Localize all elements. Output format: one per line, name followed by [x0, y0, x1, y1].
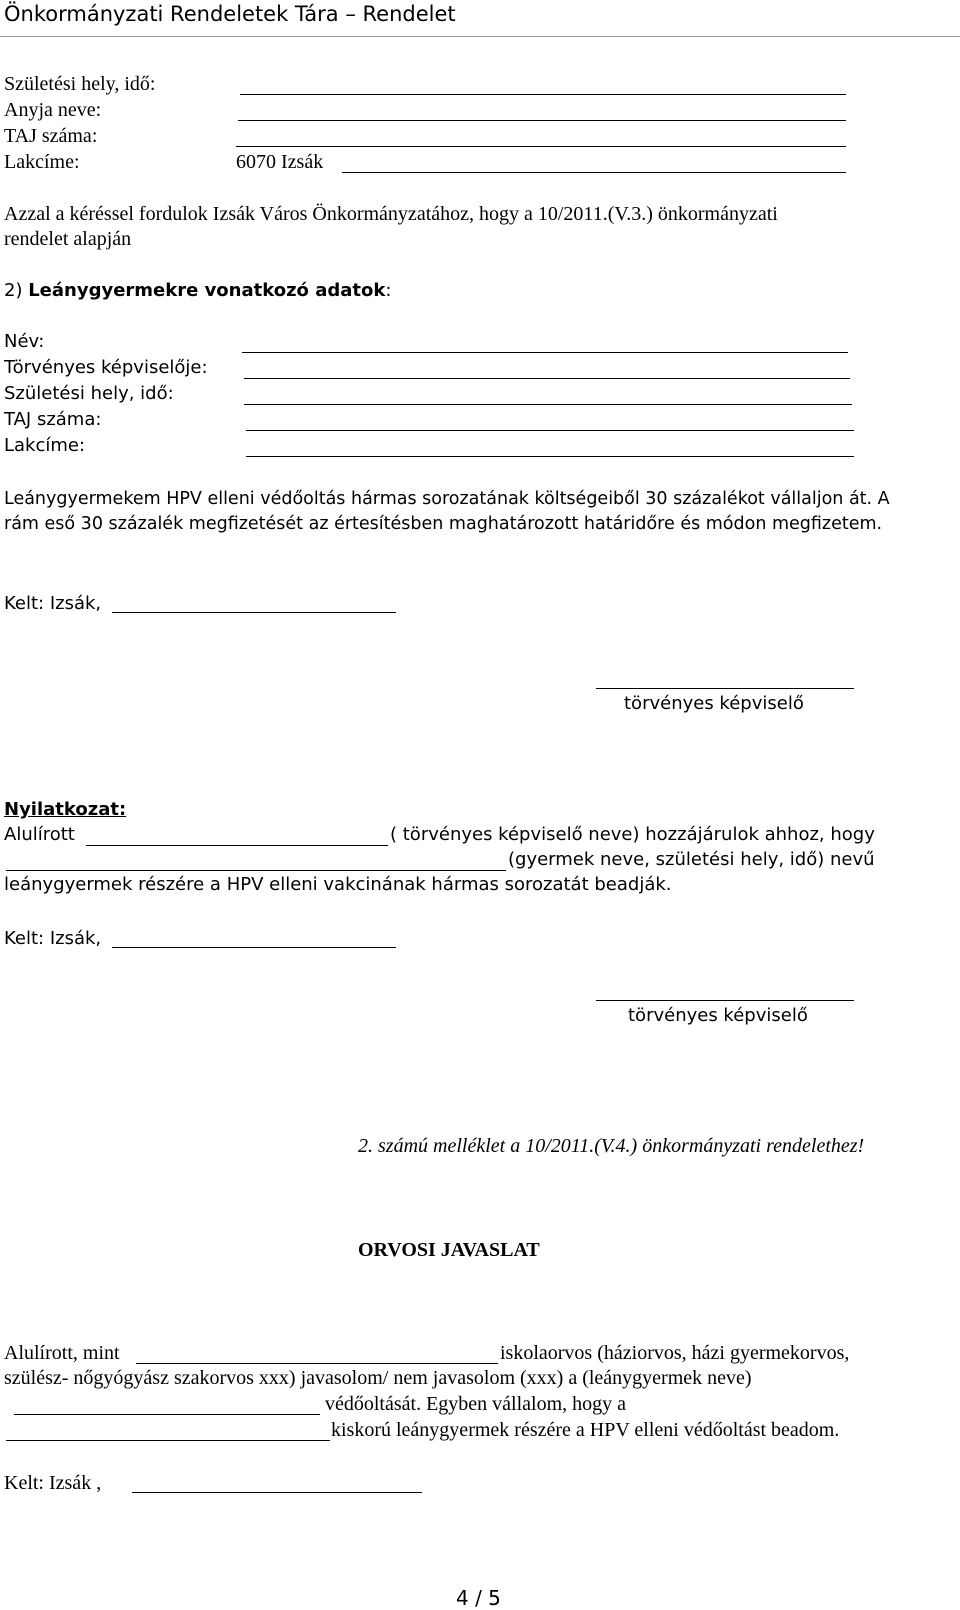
birth-label: Születési hely, idő: [4, 73, 156, 95]
name-label: Név: [4, 331, 45, 352]
nyilatkozat-parent-suffix: ( törvényes képviselő neve) hozzájárulok ahhoz, hogy [390, 824, 875, 845]
nyilatkozat-alulirott: Alulírott [4, 824, 75, 845]
child-taj-label: TAJ száma: [4, 409, 102, 430]
child-birth-label: Születési hely, idő: [4, 383, 174, 404]
page-header [0, 0, 960, 37]
birth-line[interactable] [240, 94, 846, 95]
address-label: Lakcíme: [4, 151, 80, 173]
signature-1-line[interactable] [596, 688, 854, 689]
kelt-2-label: Kelt: Izsák, [4, 928, 102, 949]
annex-title: 2. számú melléklet a 10/2011.(V.4.) önkormányzati rendelethez! [358, 1135, 865, 1157]
signature-1-label: törvényes képviselő [624, 693, 804, 714]
request-line-2: rendelet alapján [4, 228, 132, 250]
parent-name-line[interactable] [86, 845, 388, 846]
signature-2-line[interactable] [596, 1000, 854, 1001]
address-value: 6070 Izsák [236, 151, 324, 173]
mother-label: Anyja neve: [4, 99, 102, 121]
taj-line[interactable] [236, 146, 846, 147]
section2-heading [4, 279, 391, 303]
page-number: 4 / 5 [456, 1586, 501, 1610]
guardian-line[interactable] [244, 378, 850, 379]
orvosi-line-4: kiskorú leánygyermek részére a HPV elleni védőoltást beadom. [331, 1419, 840, 1441]
girl-name-line-2[interactable] [6, 1440, 330, 1441]
kelt-1-label: Kelt: Izsák, [4, 593, 102, 614]
child-birth-line[interactable] [244, 404, 852, 405]
header-title: Önkormányzati Rendeletek Tára – Rendelet [4, 2, 456, 26]
orvosi-line-1a: Alulírott, mint [4, 1342, 120, 1364]
mother-line[interactable] [238, 120, 846, 121]
guardian-label: Törvényes képviselője: [4, 357, 208, 378]
request-line-1: Azzal a kéréssel fordulok Izsák Város Önkormányzatához, hogy a 10/2011.(V.3.) önkormányzati [4, 203, 778, 225]
child-taj-line[interactable] [246, 430, 854, 431]
address-line[interactable] [342, 172, 846, 173]
nyilatkozat-line-3: leánygyermek részére a HPV elleni vakcinának hármas sorozatát beadják. [4, 874, 672, 895]
nyilatkozat-title: Nyilatkozat: [4, 799, 127, 820]
child-name-line[interactable] [6, 870, 506, 871]
orvosi-line-3: védőoltását. Egyben vállalom, hogy a [325, 1393, 627, 1415]
section2-num: 2) [4, 280, 29, 301]
nyilatkozat-child-suffix: (gyermek neve, születési hely, idő) nevű [508, 849, 875, 870]
orvosi-line-2: szülész- nőgyógyász szakorvos xxx) javasolom/ nem javasolom (xxx) a (leánygyermek neve) [4, 1367, 752, 1389]
signature-2-label: törvényes képviselő [628, 1005, 808, 1026]
kelt-2-line[interactable] [112, 947, 396, 948]
doctor-name-line[interactable] [136, 1363, 498, 1364]
statement-line-1: Leánygyermekem HPV elleni védőoltás hármas sorozatának költségeiből 30 százalékot vállaljon át. A [4, 489, 890, 509]
kelt-3-line[interactable] [132, 1492, 422, 1493]
child-address-line[interactable] [246, 456, 854, 457]
section2-title: Leánygyermekre vonatkozó adatok [28, 280, 386, 301]
orvosi-line-1b: iskolaorvos (háziorvos, házi gyermekorvos, [500, 1342, 850, 1364]
girl-name-line[interactable] [14, 1414, 320, 1415]
name-line[interactable] [242, 352, 848, 353]
kelt-3-label: Kelt: Izsák , [4, 1472, 102, 1494]
taj-label: TAJ száma: [4, 125, 98, 147]
kelt-1-line[interactable] [112, 612, 396, 613]
child-address-label: Lakcíme: [4, 435, 86, 456]
orvosi-title: ORVOSI JAVASLAT [358, 1239, 540, 1261]
section2-colon: : [385, 280, 392, 301]
statement-line-2: rám eső 30 százalék megfizetését az értesítésben maghatározott határidőre és módon megfizetem. [4, 514, 883, 534]
